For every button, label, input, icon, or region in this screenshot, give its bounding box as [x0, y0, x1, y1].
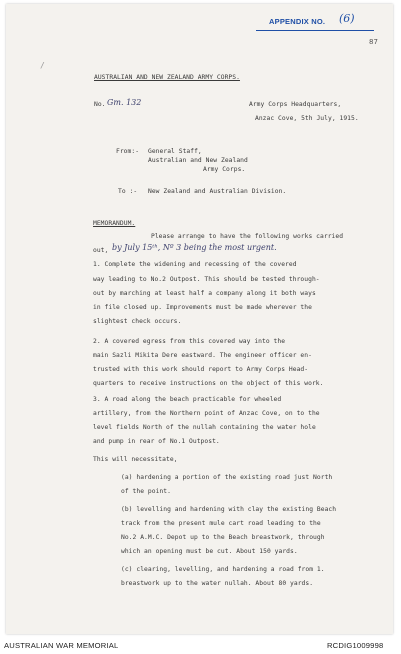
memo-title: MEMORANDUM.	[93, 220, 136, 227]
from-label: From:-	[116, 148, 140, 155]
intro-line-1: Please arrange to have the following works carried	[151, 233, 344, 240]
sub-item-line: (b) levelling and hardening with clay the existing Beach	[121, 506, 337, 513]
sub-item-line: (a) hardening a portion of the existing road just North	[121, 474, 333, 481]
to-label: To :-	[118, 188, 138, 195]
para-2-line: trusted with this work should report to Army Corps Head-	[93, 366, 309, 373]
para-1-line: way leading to No.2 Outpost. This should be tested through-	[93, 276, 320, 283]
sub-item-line: which an opening must be cut. About 150 yards.	[121, 548, 298, 555]
reference-prefix: No.	[94, 101, 106, 108]
date-line: Anzac Cove, 5th July, 1915.	[255, 115, 359, 122]
reference-handwritten: Gm. 132	[107, 98, 142, 107]
para-2-line: 2. A covered egress from this covered way into the	[93, 338, 286, 345]
para-1-line: out by marching at least half a company along it both ways	[93, 290, 316, 297]
sub-item-line: track from the present mule cart road leading to the	[121, 520, 321, 527]
sub-item-line: of the point.	[121, 488, 171, 495]
para-3-line: level fields North of the nullah containing the water hole	[93, 424, 316, 431]
from-line-3: Army Corps.	[203, 166, 246, 173]
para-2-line: quarters to receive instructions on the object of this work.	[93, 380, 324, 387]
page-number: 87	[369, 38, 378, 46]
from-line-2: Australian and New Zealand	[148, 157, 248, 164]
margin-mark: /	[40, 61, 45, 70]
intro-line-2-typed: out,	[93, 247, 109, 254]
para-3-line: artillery, from the Northern point of Anzac Cove, on to the	[93, 410, 320, 417]
place-line: Army Corps Headquarters,	[249, 101, 342, 108]
intro-line-2-handwritten: by July 15ᵗʰ, Nº 3 being the most urgent.	[112, 243, 277, 252]
para-1-line: 1. Complete the widening and recessing of the covered	[93, 261, 297, 268]
appendix-stamp-number: (6)	[339, 12, 355, 25]
sub-item-line: breastwork up to the water nullah. About 80 yards.	[121, 580, 314, 587]
stamp-underline	[256, 30, 374, 31]
para-1-line: slightest check occurs.	[93, 318, 182, 325]
para-3-line: 3. A road along the beach practicable for wheeled	[93, 396, 282, 403]
to-text: New Zealand and Australian Division.	[148, 188, 287, 195]
sub-item-line: No.2 A.M.C. Depot up to the Beach breastwork, through	[121, 534, 325, 541]
from-line-1: General Staff,	[148, 148, 202, 155]
document-page	[6, 4, 393, 634]
document-heading: AUSTRALIAN AND NEW ZEALAND ARMY CORPS.	[94, 74, 240, 81]
footer-institution: AUSTRALIAN WAR MEMORIAL	[4, 641, 119, 650]
para-3-line: This will necessitate,	[93, 456, 178, 463]
para-3-line: and pump in rear of No.1 Outpost.	[93, 438, 220, 445]
para-2-line: main Sazli Mikita Dere eastward. The engineer officer en-	[93, 352, 312, 359]
sub-item-line: (c) clearing, levelling, and hardening a road from 1.	[121, 566, 325, 573]
footer-record-id: RCDIG1009998	[327, 641, 384, 650]
appendix-stamp-label: APPENDIX NO.	[269, 17, 326, 26]
para-1-line: in file closed up. Improvements must be made wherever the	[93, 304, 312, 311]
